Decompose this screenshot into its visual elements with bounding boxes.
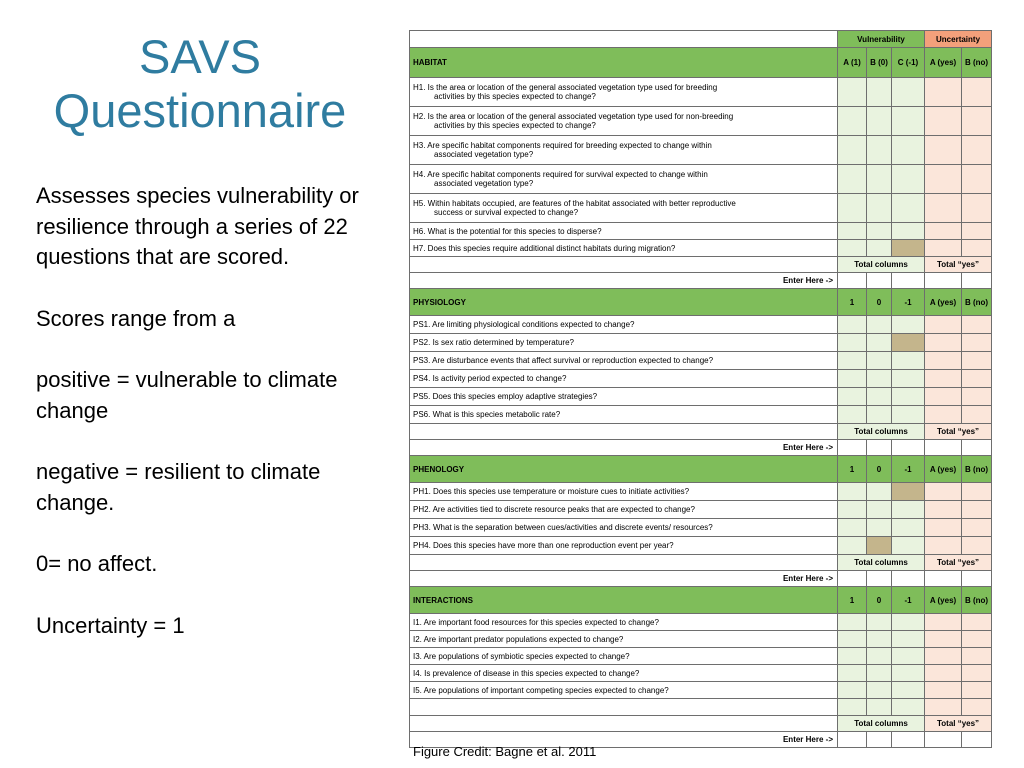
answer-cell[interactable] <box>962 537 992 555</box>
enter-here-label: Enter Here -> <box>410 732 838 748</box>
question-row <box>410 483 992 501</box>
total-input[interactable] <box>892 273 925 289</box>
body-paragraph: Assesses species vulnerability or resilience through a series of 22 questions that are scored. <box>36 183 359 269</box>
score-b: B (0) <box>867 48 892 78</box>
enter-row <box>410 571 992 587</box>
question-row <box>410 165 992 194</box>
answer-cell[interactable] <box>892 537 925 555</box>
question-row <box>410 240 992 257</box>
answer-cell[interactable] <box>892 519 925 537</box>
answer-cell[interactable] <box>867 388 892 406</box>
answer-cell[interactable] <box>892 388 925 406</box>
answer-cell[interactable] <box>892 352 925 370</box>
body-paragraph: 0= no affect. <box>36 551 158 576</box>
score-c: -1 <box>892 456 925 483</box>
answer-cell[interactable] <box>867 107 892 136</box>
answer-cell[interactable] <box>867 334 892 352</box>
question-text: I4. Is prevalence of disease in this species expected to change? <box>410 665 838 682</box>
total-input[interactable] <box>892 571 925 587</box>
answer-cell[interactable] <box>962 107 992 136</box>
question-line: associated vegetation type? <box>434 179 534 188</box>
answer-cell[interactable] <box>867 682 892 699</box>
question-text <box>410 78 838 107</box>
answer-cell[interactable] <box>867 648 892 665</box>
answer-cell[interactable] <box>892 614 925 631</box>
answer-cell[interactable] <box>925 699 962 716</box>
question-row <box>410 537 992 555</box>
question-text: I2. Are important predator populations expected to change? <box>410 631 838 648</box>
question-text: H6. What is the potential for this species to disperse? <box>410 223 838 240</box>
answer-cell[interactable] <box>867 316 892 334</box>
scoring-header-row <box>410 31 992 48</box>
answer-cell[interactable] <box>962 316 992 334</box>
total-input[interactable] <box>867 732 892 748</box>
question-text: PS3. Are disturbance events that affect survival or reproduction expected to change? <box>410 352 838 370</box>
answer-cell[interactable] <box>925 352 962 370</box>
question-text: PS1. Are limiting physiological conditions expected to change? <box>410 316 838 334</box>
answer-cell[interactable] <box>838 631 867 648</box>
enter-here-label: Enter Here -> <box>410 571 838 587</box>
total-input[interactable] <box>867 571 892 587</box>
question-text: PS2. Is sex ratio determined by temperature? <box>410 334 838 352</box>
question-row <box>410 223 992 240</box>
total-row <box>410 716 992 732</box>
answer-cell[interactable] <box>867 352 892 370</box>
answer-cell[interactable] <box>962 699 992 716</box>
answer-cell[interactable] <box>892 406 925 424</box>
question-text: PH3. What is the separation between cues/activities and discrete events/ resources? <box>410 519 838 537</box>
question-text <box>410 136 838 165</box>
enter-here-label: Enter Here -> <box>410 273 838 289</box>
uncertainty-b: B (no) <box>962 456 992 483</box>
answer-cell[interactable] <box>892 648 925 665</box>
question-row <box>410 78 992 107</box>
answer-cell[interactable] <box>925 334 962 352</box>
question-row <box>410 107 992 136</box>
total-input[interactable] <box>838 571 867 587</box>
answer-cell[interactable] <box>962 665 992 682</box>
figure-credit: Figure Credit: Bagne et al. 2011 <box>413 744 597 759</box>
answer-cell[interactable] <box>867 699 892 716</box>
question-line: H3. Are specific habitat components required for breeding expected to change within <box>413 141 712 150</box>
answer-cell[interactable] <box>838 352 867 370</box>
answer-cell[interactable] <box>838 240 867 257</box>
enter-here-label: Enter Here -> <box>410 440 838 456</box>
answer-cell[interactable] <box>867 223 892 240</box>
question-text: I3. Are populations of symbiotic species expected to change? <box>410 648 838 665</box>
answer-cell[interactable] <box>962 406 992 424</box>
answer-cell[interactable] <box>867 165 892 194</box>
score-a: 1 <box>838 587 867 614</box>
answer-cell[interactable] <box>867 136 892 165</box>
answer-cell[interactable] <box>925 406 962 424</box>
total-yes-label: Total “yes” <box>925 555 992 571</box>
answer-cell[interactable] <box>892 665 925 682</box>
answer-cell[interactable] <box>962 223 992 240</box>
answer-cell[interactable] <box>867 614 892 631</box>
total-row <box>410 555 992 571</box>
answer-cell[interactable] <box>962 165 992 194</box>
total-input[interactable] <box>925 273 962 289</box>
answer-cell[interactable] <box>892 370 925 388</box>
uncertainty-header: Uncertainty <box>925 31 992 48</box>
total-input[interactable] <box>925 440 962 456</box>
total-input[interactable] <box>925 571 962 587</box>
answer-cell[interactable] <box>962 631 992 648</box>
answer-cell[interactable] <box>925 614 962 631</box>
answer-cell[interactable] <box>867 519 892 537</box>
question-row <box>410 665 992 682</box>
score-c: -1 <box>892 587 925 614</box>
answer-cell[interactable] <box>892 501 925 519</box>
question-text <box>410 107 838 136</box>
uncertainty-a: A (yes) <box>925 456 962 483</box>
answer-cell[interactable] <box>962 194 992 223</box>
total-input[interactable] <box>925 732 962 748</box>
phenology-header-row <box>410 456 992 483</box>
answer-cell[interactable] <box>838 501 867 519</box>
question-line: H4. Are specific habitat components required for survival expected to change within <box>413 170 708 179</box>
answer-cell[interactable] <box>925 136 962 165</box>
uncertainty-b: B (no) <box>962 289 992 316</box>
total-input[interactable] <box>962 732 992 748</box>
disabled-cell <box>867 537 892 555</box>
question-text: PH2. Are activities tied to discrete resource peaks that are expected to change? <box>410 501 838 519</box>
answer-cell[interactable] <box>925 519 962 537</box>
vulnerability-header: Vulnerability <box>838 31 925 48</box>
answer-cell[interactable] <box>962 648 992 665</box>
answer-cell[interactable] <box>962 136 992 165</box>
total-columns-label: Total columns <box>838 424 925 440</box>
enter-row <box>410 273 992 289</box>
answer-cell[interactable] <box>838 665 867 682</box>
answer-cell[interactable] <box>838 388 867 406</box>
answer-cell[interactable] <box>867 665 892 682</box>
uncertainty-a: A (yes) <box>925 289 962 316</box>
answer-cell[interactable] <box>892 316 925 334</box>
total-input[interactable] <box>867 273 892 289</box>
category-title: PHYSIOLOGY <box>410 289 838 316</box>
answer-cell[interactable] <box>925 388 962 406</box>
answer-cell[interactable] <box>962 78 992 107</box>
category-title: HABITAT <box>410 48 838 78</box>
question-text: PS5. Does this species employ adaptive strategies? <box>410 388 838 406</box>
total-input[interactable] <box>962 440 992 456</box>
score-c: -1 <box>892 289 925 316</box>
answer-cell[interactable] <box>962 370 992 388</box>
question-row <box>410 136 992 165</box>
slide-title <box>0 30 400 138</box>
total-input[interactable] <box>892 440 925 456</box>
score-b: 0 <box>867 456 892 483</box>
question-row <box>410 631 992 648</box>
score-a: 1 <box>838 456 867 483</box>
question-row <box>410 519 992 537</box>
answer-cell[interactable] <box>962 388 992 406</box>
total-input[interactable] <box>838 440 867 456</box>
question-line: activities by this species expected to change? <box>434 92 596 101</box>
answer-cell[interactable] <box>925 648 962 665</box>
answer-cell[interactable] <box>838 699 867 716</box>
score-c: C (-1) <box>892 48 925 78</box>
total-row <box>410 257 992 273</box>
uncertainty-b: B (no) <box>962 48 992 78</box>
answer-cell[interactable] <box>892 682 925 699</box>
question-text: PH1. Does this species use temperature or moisture cues to initiate activities? <box>410 483 838 501</box>
question-row <box>410 501 992 519</box>
answer-cell[interactable] <box>867 483 892 501</box>
body-paragraph: Scores range from a <box>36 305 236 331</box>
answer-cell[interactable] <box>867 240 892 257</box>
interactions-header-row <box>410 587 992 614</box>
answer-cell[interactable] <box>962 352 992 370</box>
total-input[interactable] <box>838 732 867 748</box>
question-text: I5. Are populations of important competing species expected to change? <box>410 682 838 699</box>
question-text: PH4. Does this species have more than one reproduction event per year? <box>410 537 838 555</box>
question-row <box>410 334 992 352</box>
answer-cell[interactable] <box>925 682 962 699</box>
score-a: 1 <box>838 289 867 316</box>
answer-cell[interactable] <box>867 194 892 223</box>
question-text <box>410 194 838 223</box>
question-row <box>410 406 992 424</box>
answer-cell[interactable] <box>925 240 962 257</box>
answer-cell[interactable] <box>892 631 925 648</box>
answer-cell[interactable] <box>867 78 892 107</box>
question-text: PS4. Is activity period expected to change? <box>410 370 838 388</box>
answer-cell[interactable] <box>962 682 992 699</box>
question-row <box>410 316 992 334</box>
question-row <box>410 614 992 631</box>
answer-cell[interactable] <box>892 223 925 240</box>
total-input[interactable] <box>838 273 867 289</box>
answer-cell[interactable] <box>838 483 867 501</box>
body-paragraph: negative = resilient to climate change. <box>36 459 321 515</box>
total-yes-label: Total “yes” <box>925 716 992 732</box>
question-row <box>410 352 992 370</box>
question-text: PS6. What is this species metabolic rate? <box>410 406 838 424</box>
answer-cell[interactable] <box>838 78 867 107</box>
question-row <box>410 682 992 699</box>
answer-cell[interactable] <box>892 107 925 136</box>
habitat-header-row <box>410 48 992 78</box>
answer-cell[interactable] <box>925 665 962 682</box>
answer-cell[interactable] <box>892 699 925 716</box>
answer-cell[interactable] <box>925 78 962 107</box>
answer-cell[interactable] <box>838 316 867 334</box>
answer-cell[interactable] <box>892 165 925 194</box>
question-line: success or survival expected to change? <box>434 208 579 217</box>
answer-cell[interactable] <box>892 136 925 165</box>
question-line: H1. Is the area or location of the general associated vegetation type used for breeding <box>413 83 718 92</box>
answer-cell[interactable] <box>925 194 962 223</box>
physiology-header-row <box>410 289 992 316</box>
answer-cell[interactable] <box>867 406 892 424</box>
answer-cell[interactable] <box>925 501 962 519</box>
answer-cell[interactable] <box>838 223 867 240</box>
disabled-cell <box>892 483 925 501</box>
question-line: associated vegetation type? <box>434 150 534 159</box>
body-paragraph: positive = vulnerable to climate change <box>36 367 338 423</box>
answer-cell[interactable] <box>925 107 962 136</box>
answer-cell[interactable] <box>925 223 962 240</box>
total-yes-label: Total “yes” <box>925 424 992 440</box>
answer-cell[interactable] <box>867 370 892 388</box>
answer-cell[interactable] <box>838 107 867 136</box>
answer-cell[interactable] <box>962 614 992 631</box>
category-title: PHENOLOGY <box>410 456 838 483</box>
answer-cell[interactable] <box>838 136 867 165</box>
answer-cell[interactable] <box>925 165 962 194</box>
answer-cell[interactable] <box>892 78 925 107</box>
score-b: 0 <box>867 289 892 316</box>
title-line-2: Questionnaire <box>53 84 347 137</box>
answer-cell[interactable] <box>867 501 892 519</box>
answer-cell[interactable] <box>962 240 992 257</box>
total-columns-label: Total columns <box>838 257 925 273</box>
total-input[interactable] <box>962 273 992 289</box>
question-text: H7. Does this species require additional distinct habitats during migration? <box>410 240 838 257</box>
answer-cell[interactable] <box>925 483 962 501</box>
answer-cell[interactable] <box>892 194 925 223</box>
question-row <box>410 699 992 716</box>
total-input[interactable] <box>867 440 892 456</box>
total-input[interactable] <box>892 732 925 748</box>
answer-cell[interactable] <box>838 614 867 631</box>
question-row <box>410 370 992 388</box>
category-title: INTERACTIONS <box>410 587 838 614</box>
answer-cell[interactable] <box>962 519 992 537</box>
answer-cell[interactable] <box>838 519 867 537</box>
answer-cell[interactable] <box>867 631 892 648</box>
savs-questionnaire-table <box>409 30 992 748</box>
answer-cell[interactable] <box>962 501 992 519</box>
total-yes-label: Total “yes” <box>925 257 992 273</box>
disabled-cell <box>892 240 925 257</box>
disabled-cell <box>892 334 925 352</box>
answer-cell[interactable] <box>838 537 867 555</box>
question-row <box>410 648 992 665</box>
answer-cell[interactable] <box>925 370 962 388</box>
answer-cell[interactable] <box>838 648 867 665</box>
answer-cell[interactable] <box>838 682 867 699</box>
body-paragraph: Uncertainty = 1 <box>36 612 185 638</box>
question-line: H2. Is the area or location of the general associated vegetation type used for non-breeding <box>413 112 734 121</box>
total-columns-label: Total columns <box>838 716 925 732</box>
total-row <box>410 424 992 440</box>
answer-cell[interactable] <box>962 334 992 352</box>
total-columns-label: Total columns <box>838 555 925 571</box>
answer-cell[interactable] <box>838 334 867 352</box>
answer-cell[interactable] <box>838 194 867 223</box>
total-input[interactable] <box>962 571 992 587</box>
answer-cell[interactable] <box>838 370 867 388</box>
score-b: 0 <box>867 587 892 614</box>
question-line: activities by this species expected to change? <box>434 121 596 130</box>
question-line: H5. Within habitats occupied, are features of the habitat associated with better reproductive <box>413 199 736 208</box>
uncertainty-a: A (yes) <box>925 587 962 614</box>
question-row <box>410 194 992 223</box>
uncertainty-b: B (no) <box>962 587 992 614</box>
answer-cell[interactable] <box>925 316 962 334</box>
question-text <box>410 165 838 194</box>
score-a: A (1) <box>838 48 867 78</box>
title-line-1: SAVS <box>139 30 261 83</box>
question-text: I1. Are important food resources for this species expected to change? <box>410 614 838 631</box>
uncertainty-a: A (yes) <box>925 48 962 78</box>
question-row <box>410 388 992 406</box>
answer-cell[interactable] <box>838 165 867 194</box>
answer-cell[interactable] <box>838 406 867 424</box>
enter-row <box>410 440 992 456</box>
answer-cell[interactable] <box>925 537 962 555</box>
slide-body <box>36 181 381 672</box>
answer-cell[interactable] <box>925 631 962 648</box>
answer-cell[interactable] <box>962 483 992 501</box>
